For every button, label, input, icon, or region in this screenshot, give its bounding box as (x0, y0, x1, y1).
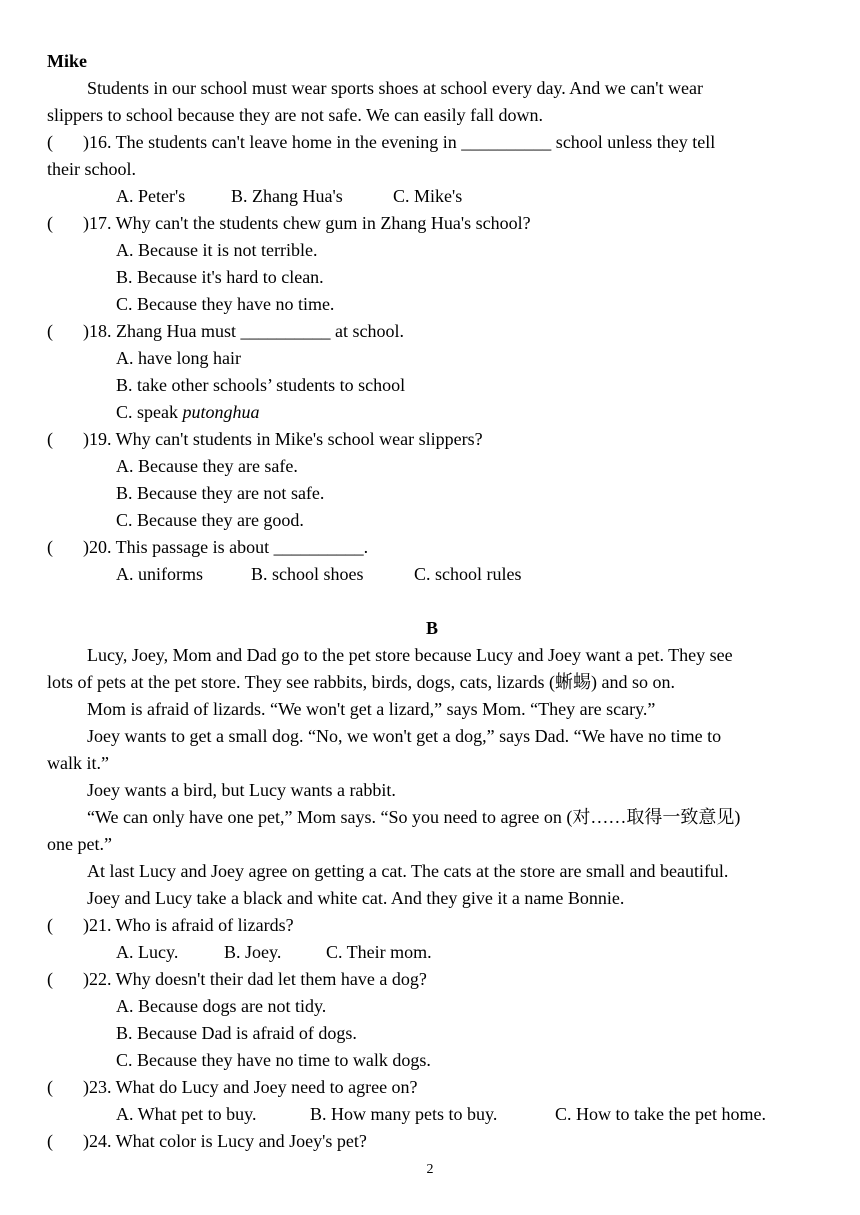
passage-text: slippers to school because they are not safe. We can easily fall down. (47, 105, 544, 125)
passage-text: Joey wants a bird, but Lucy wants a rabbit. (87, 780, 396, 800)
answer-blank: ( (47, 915, 53, 935)
question-text: )18. Zhang Hua must __________ at school. (83, 321, 404, 341)
option: C. How to take the pet home. (555, 1104, 766, 1124)
question-16 (47, 129, 817, 156)
answer-blank: ( (47, 321, 53, 341)
option: A. Because dogs are not tidy. (116, 996, 327, 1016)
option: B. How many pets to buy. (310, 1104, 498, 1124)
question-17 (47, 210, 817, 237)
question-22 (47, 966, 817, 993)
option: C. school rules (414, 564, 522, 584)
passage-text: lots of pets at the pet store. They see rabbits, birds, dogs, cats, lizards (蜥蜴) and so on. (47, 672, 676, 692)
question-20-options (47, 561, 817, 588)
answer-blank: ( (47, 537, 53, 557)
passage-text: walk it.” (47, 753, 109, 773)
question-23-options (47, 1101, 817, 1128)
document-page (47, 48, 817, 1155)
answer-blank: ( (47, 969, 53, 989)
question-20 (47, 534, 817, 561)
passage-text: Mom is afraid of lizards. “We won't get a lizard,” says Mom. “They are scary.” (87, 699, 656, 719)
answer-blank: ( (47, 1077, 53, 1097)
answer-blank: ( (47, 1131, 53, 1151)
option: A. Because they are safe. (116, 456, 298, 476)
question-text: )21. Who is afraid of lizards? (83, 915, 294, 935)
spacer (47, 588, 817, 615)
option (47, 399, 817, 426)
option: B. Because it's hard to clean. (116, 267, 324, 287)
option: A. What pet to buy. (116, 1104, 257, 1124)
question-18 (47, 318, 817, 345)
section-heading-b: B (425, 618, 438, 638)
option: A. Lucy. (116, 942, 179, 962)
question-text: )17. Why can't the students chew gum in Zhang Hua's school? (83, 213, 531, 233)
option: C. Their mom. (326, 942, 432, 962)
question-19 (47, 426, 817, 453)
option: B. Joey. (224, 942, 282, 962)
option: C. Mike's (393, 186, 463, 206)
answer-blank: ( (47, 429, 53, 449)
question-text: )19. Why can't students in Mike's school wear slippers? (83, 429, 483, 449)
option: A. uniforms (116, 564, 203, 584)
question-23 (47, 1074, 817, 1101)
option: C. Because they have no time. (116, 294, 335, 314)
answer-blank: ( (47, 132, 53, 152)
option: B. Zhang Hua's (231, 186, 343, 206)
question-text: )22. Why doesn't their dad let them have a dog? (83, 969, 427, 989)
question-21-options (47, 939, 817, 966)
option: A. Peter's (116, 186, 186, 206)
option: C. Because they have no time to walk dogs. (116, 1050, 431, 1070)
passage-text: Students in our school must wear sports shoes at school every day. And we can't wear (87, 78, 703, 98)
option: A. Because it is not terrible. (116, 240, 318, 260)
option-prefix: C. speak (116, 402, 183, 422)
question-16-options (47, 183, 817, 210)
passage-text: Joey wants to get a small dog. “No, we won't get a dog,” says Dad. “We have no time to (87, 726, 722, 746)
option: B. Because Dad is afraid of dogs. (116, 1023, 357, 1043)
option: B. school shoes (251, 564, 364, 584)
question-text: )23. What do Lucy and Joey need to agree on? (83, 1077, 418, 1097)
question-text: )24. What color is Lucy and Joey's pet? (83, 1131, 367, 1151)
passage-text: “We can only have one pet,” Mom says. “So you need to agree on (对……取得一致意见) (87, 807, 741, 827)
question-text: their school. (47, 159, 136, 179)
option: A. have long hair (116, 348, 241, 368)
passage-text: Joey and Lucy take a black and white cat. And they give it a name Bonnie. (87, 888, 625, 908)
option: B. take other schools’ students to school (116, 375, 406, 395)
question-21 (47, 912, 817, 939)
passage-text: At last Lucy and Joey agree on getting a cat. The cats at the store are small and beautiful. (87, 861, 729, 881)
option: C. Because they are good. (116, 510, 304, 530)
page-number: 2 (426, 1162, 434, 1177)
answer-blank: ( (47, 213, 53, 233)
question-text: )16. The students can't leave home in the evening in __________ school unless they tell (83, 132, 716, 152)
passage-heading-mike: Mike (47, 51, 87, 71)
option-italic-word: putonghua (182, 402, 260, 422)
passage-text: one pet.” (47, 834, 112, 854)
question-24 (47, 1128, 817, 1155)
passage-text: Lucy, Joey, Mom and Dad go to the pet store because Lucy and Joey want a pet. They see (87, 645, 733, 665)
option: B. Because they are not safe. (116, 483, 325, 503)
question-text: )20. This passage is about __________. (83, 537, 369, 557)
